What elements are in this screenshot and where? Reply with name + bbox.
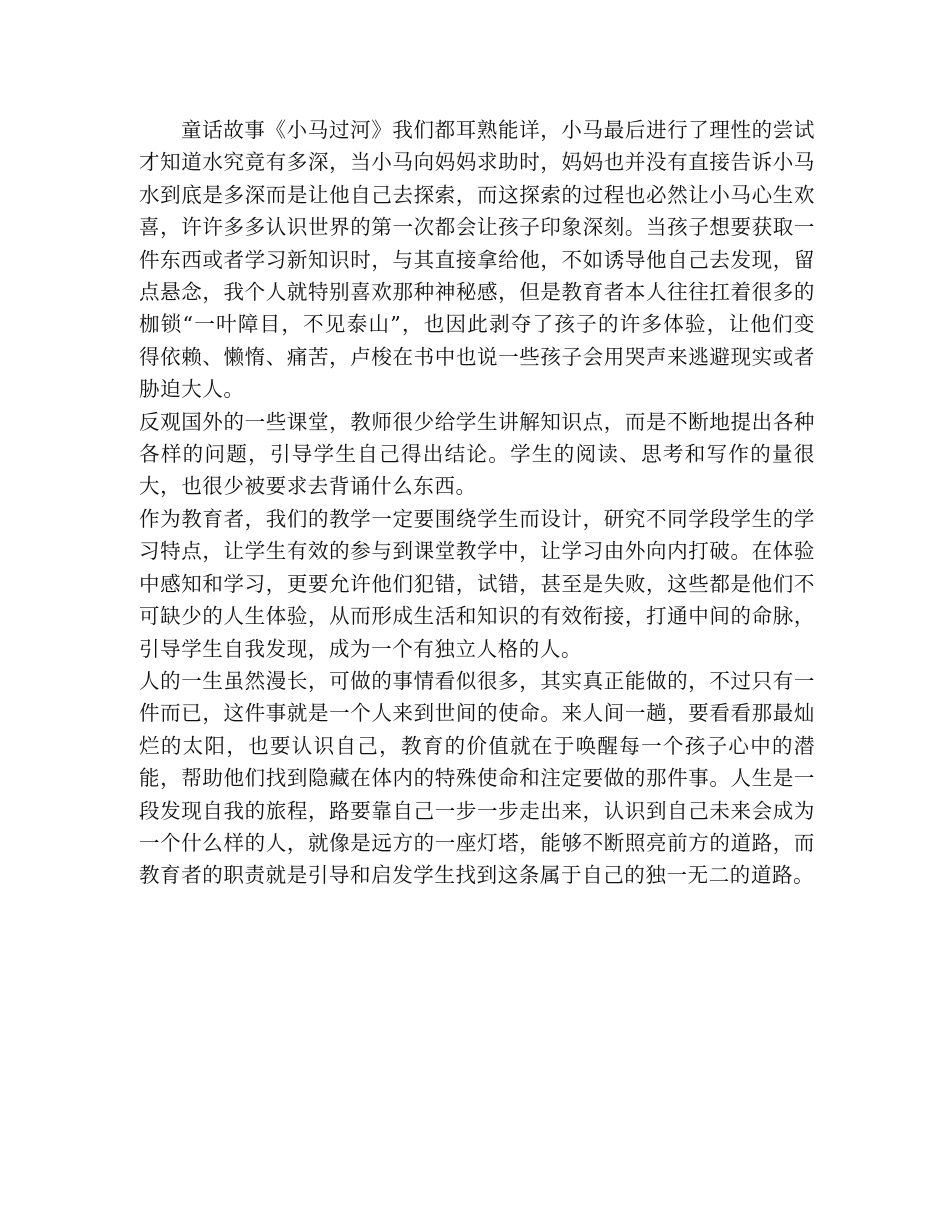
paragraph-3: 作为教育者，我们的教学一定要围绕学生而设计，研究不同学段学生的学习特点，让学生有效的参与到课堂教学中，让学习由外向内打破。在体验中感知和学习，更要允许他们犯错，试错，甚至是失败，这些都是他们不可缺少的人生体验，从而形成生活和知识的有效衔接，打通中间的命脉，引导学生自我发现，成为一个有独立人格的人。 (139, 506, 815, 661)
paragraph-1: 童话故事《小马过河》我们都耳熟能详，小马最后进行了理性的尝试才知道水究竟有多深，当小马向妈妈求助时，妈妈也并没有直接告诉小马水到底是多深而是让他自己去探索，而这探索的过程也必然让小马心生欢喜，许许多多认识世界的第一次都会让孩子印象深刻。当孩子想要获取一件东西或者学习新知识时，与其直接拿给他，不如诱导他自己去发现，留点悬念，我个人就特别喜欢那种神秘感，但是教育者本人往往扛着很多的枷锁“一叶障目，不见泰山”，也因此剥夺了孩子的许多体验，让他们变得依赖、懒惰、痛苦，卢梭在书中也说一些孩子会用哭声来逃避现实或者胁迫大人。 (139, 118, 815, 402)
document-body (139, 114, 815, 892)
paragraph-4: 人的一生虽然漫长，可做的事情看似很多，其实真正能做的，不过只有一件而已，这件事就是一个人来到世间的使命。来人间一趟，要看看那最灿烂的太阳，也要认识自己，教育的价值就在于唤醒每一个孩子心中的潜能，帮助他们找到隐藏在体内的特殊使命和注定要做的那件事。人生是一段发现自我的旅程，路要靠自己一步一步走出来，认识到自己未来会成为一个什么样的人，就像是远方的一座灯塔，能够不断照亮前方的道路，而教育者的职责就是引导和启发学生找到这条属于自己的独一无二的道路。 (139, 668, 815, 888)
paragraph-2: 反观国外的一些课堂，教师很少给学生讲解知识点，而是不断地提出各种各样的问题，引导学生自己得出结论。学生的阅读、思考和写作的量很大，也很少被要求去背诵什么东西。 (139, 409, 815, 499)
